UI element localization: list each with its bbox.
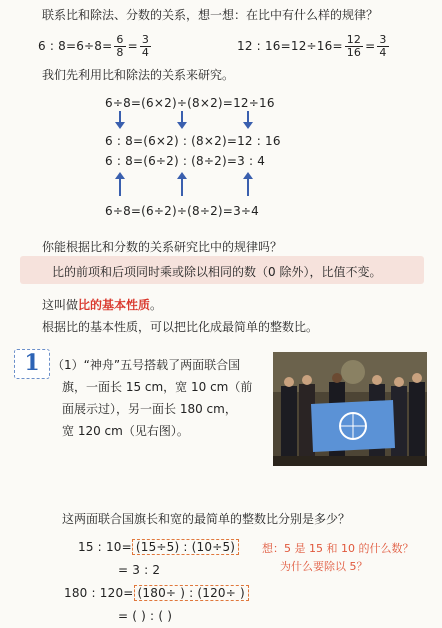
frac-den: 8 [116, 46, 124, 59]
frac-den: 16 [346, 46, 362, 59]
property-term: 比的基本性质 [78, 298, 151, 312]
property-post: 。 [150, 298, 163, 312]
frac-num: 12 [346, 33, 362, 46]
simplify-text: 根据比的基本性质，可以把比化成最简单的整数比。 [42, 320, 319, 334]
fraction-3-4 [377, 34, 388, 59]
arrow-down-icon [247, 111, 249, 127]
property-statement [42, 296, 162, 313]
arrow-up-icon [247, 174, 249, 196]
solution-b-result: = ( ) : ( ) [118, 609, 173, 623]
eq-right-lhs: 12 : 16=12÷16= [237, 39, 343, 53]
research-text: 我们先利用比和除法的关系来研究。 [42, 68, 235, 82]
eq-sign: = [127, 39, 138, 53]
frac-den: 4 [141, 46, 150, 59]
example-question: 这两面联合国旗长和宽的最简单的整数比分别是多少？ [62, 512, 351, 526]
solution-a [78, 540, 239, 554]
arrow-down-icon [181, 111, 183, 127]
question-text: 你能根据比和分数的关系研究比中的规律吗？ [42, 240, 283, 254]
arrow-up-icon [119, 174, 121, 196]
derivation-line-1: 6÷8=(6×2)÷(8×2)=12÷16 [105, 96, 275, 110]
rule-text: 比的前项和后项同时乘或除以相同的数（0 除外），比值不变。 [52, 265, 382, 279]
frac-den: 4 [379, 46, 387, 59]
hint-line-2: 为什么要除以 5？ [280, 560, 368, 573]
fraction-3-4 [140, 34, 151, 59]
arrow-down-icon [119, 111, 121, 127]
eq-sign: = [365, 39, 376, 53]
solution-b-box: (180÷ ) : (120÷ ) [134, 585, 249, 601]
hint-line-1: 想：5 是 15 和 10 的什么数？ [262, 542, 414, 555]
frac-num: 3 [141, 33, 150, 46]
derivation-line-3: 6 : 8=(6÷2) : (8÷2)=3 : 4 [105, 154, 266, 168]
solution-a-lhs: 15 : 10= [78, 540, 132, 554]
example-number-badge: 1 [14, 349, 50, 379]
arrow-up-icon [181, 174, 183, 196]
un-flag-photo [273, 352, 427, 466]
example-line-4: 宽 120 cm（见右图）。 [62, 424, 189, 438]
solution-a-result: = 3 : 2 [118, 563, 161, 577]
derivation-line-2: 6 : 8=(6×2) : (8×2)=12 : 16 [105, 134, 281, 148]
solution-b-lhs: 180 : 120= [64, 586, 134, 600]
solution-a-box: (15÷5) : (10÷5) [132, 539, 239, 555]
frac-num: 6 [116, 33, 124, 46]
property-pre: 这叫做 [42, 298, 79, 312]
solution-b [64, 586, 249, 600]
photo-illustration [273, 352, 427, 466]
example-line-3: 面展示过），另一面长 180 cm， [62, 402, 237, 416]
frac-num: 3 [379, 33, 387, 46]
example-line-1: （1）“神舟”五号搭载了两面联合国 [52, 358, 241, 372]
equation-12-16 [237, 34, 391, 59]
fraction-6-8 [114, 34, 125, 59]
fraction-12-16 [345, 34, 363, 59]
eq-left-lhs: 6 : 8=6÷8= [38, 39, 113, 53]
intro-text: 联系比和除法、分数的关系，想一想：在比中有什么样的规律？ [42, 8, 379, 22]
derivation-line-4: 6÷8=(6÷2)÷(8÷2)=3÷4 [105, 204, 259, 218]
example-line-2: 旗，一面长 15 cm，宽 10 cm（前 [62, 380, 253, 394]
equation-6-8 [38, 34, 153, 59]
